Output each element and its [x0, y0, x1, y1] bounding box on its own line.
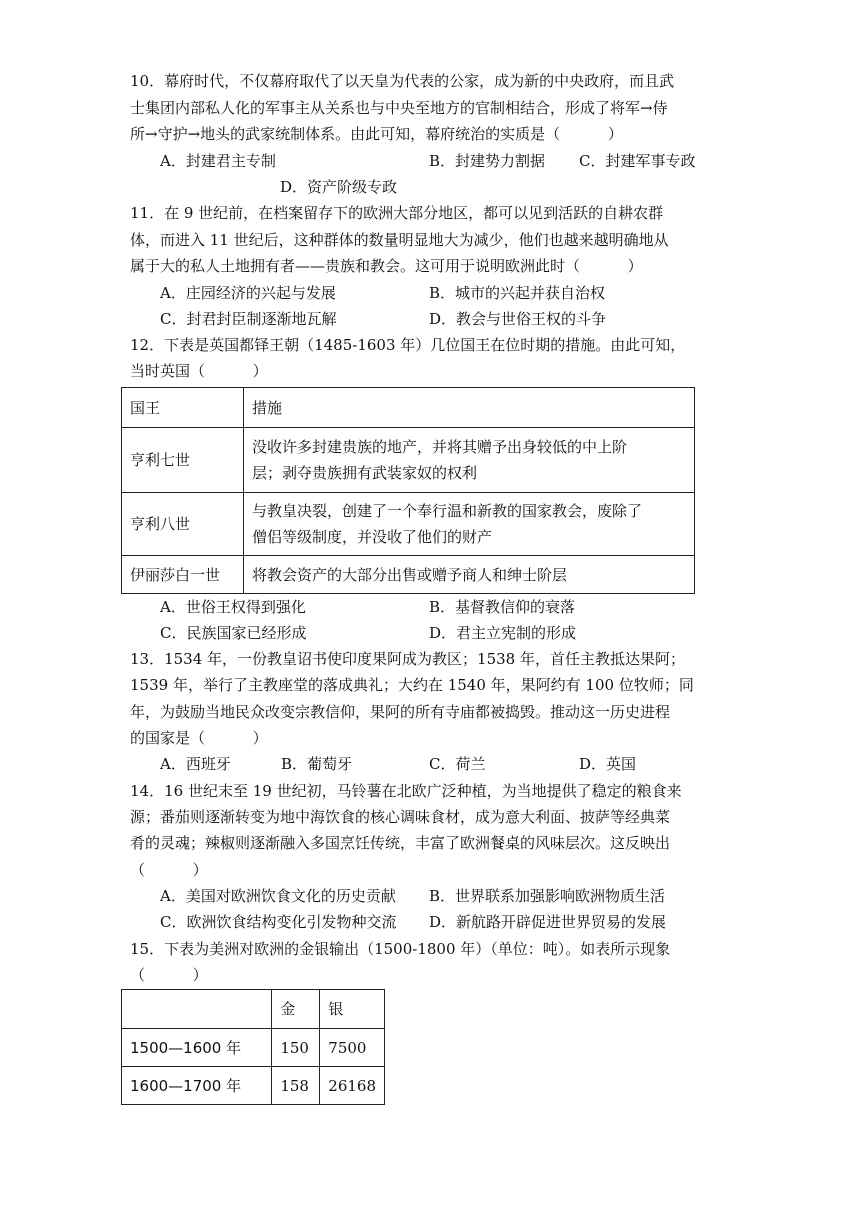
q13-line-1: 13．1534 年，一份教皇诏书使印度果阿成为教区；1538 年，首任主教抵达果阿； — [130, 650, 685, 668]
q14-line-2: 源；番茄则逐渐转变为地中海饮食的核心调味食材，成为意大利面、披萨等经典菜 — [130, 808, 671, 826]
q12-king-cell: 亨利八世 — [122, 493, 244, 556]
q15-line-1: 15．下表为美洲对欧洲的金银输出（1500-1800 年）（单位：吨）。如表所示现象 — [130, 940, 671, 958]
q15-gold-cell: 158 — [272, 1067, 320, 1105]
q12-option-a: A．世俗王权得到强化 — [160, 598, 306, 616]
q14-option-c: C．欧洲饮食结构变化引发物种交流 — [160, 913, 397, 931]
q12-line-1: 12．下表是英国都铎王朝（1485-1603 年）几位国王在位时期的措施。由此可知， — [130, 336, 686, 354]
q12-table — [121, 387, 695, 594]
table-row — [122, 1029, 385, 1067]
q11-option-d: D．教会与世俗王权的斗争 — [429, 310, 607, 328]
q15-period-cell: 1500—1600 年 — [122, 1029, 272, 1067]
q13-option-a: A．西班牙 — [160, 755, 231, 773]
q15-silver-cell: 7500 — [320, 1029, 385, 1067]
q13-option-c: C．荷兰 — [429, 755, 486, 773]
q10-line-3: 所→守护→地头的武家统制体系。由此可知，幕府统治的实质是（ ） — [130, 125, 623, 143]
table-row — [122, 556, 695, 594]
table-row — [122, 1067, 385, 1105]
q12-header-measure: 措施 — [244, 388, 695, 428]
q12-option-d: D．君主立宪制的形成 — [429, 624, 577, 642]
q14-option-d: D．新航路开辟促进世界贸易的发展 — [429, 913, 667, 931]
q12-option-b: B．基督教信仰的衰落 — [429, 598, 576, 616]
q12-king-cell: 亨利七世 — [122, 428, 244, 493]
q12-header-king: 国王 — [122, 388, 244, 428]
q10-option-d: D．资产阶级专政 — [280, 178, 398, 196]
q13-line-4: 的国家是（ ） — [130, 729, 268, 747]
q13-option-d: D．英国 — [579, 755, 637, 773]
q12-measure-line: 没收许多封建贵族的地产，并将其赠予出身较低的中上阶 — [252, 438, 628, 456]
q11-line-3: 属于大的私人土地拥有者——贵族和教会。这可用于说明欧洲此时（ ） — [130, 257, 643, 275]
q14-line-1: 14．16 世纪末至 19 世纪初，马铃薯在北欧广泛种植，为当地提供了稳定的粮食来 — [130, 782, 682, 800]
q12-measure-line: 与教皇决裂，创建了一个奉行温和新教的国家教会，废除了 — [252, 502, 643, 520]
q15-header-gold: 金 — [272, 990, 320, 1029]
q12-measure-cell — [244, 556, 695, 594]
table-row — [122, 428, 695, 493]
q10-line-1: 10．幕府时代，不仅幕府取代了以天皇为代表的公家，成为新的中央政府，而且武 — [130, 72, 675, 90]
q13-option-b: B．葡萄牙 — [281, 755, 353, 773]
q15-table-header-row — [122, 990, 385, 1029]
q14-line-3: 肴的灵魂；辣椒则逐渐融入多国烹饪传统，丰富了欧洲餐桌的风味层次。这反映出 — [130, 834, 671, 852]
q15-line-2: （ ） — [130, 966, 208, 984]
q11-line-2: 体，而进入 11 世纪后，这种群体的数量明显地大为减少，他们也越来越明确地从 — [130, 231, 669, 249]
q10-line-2: 士集团内部私人化的军事主从关系也与中央至地方的官制相结合，形成了将军→侍 — [130, 99, 668, 117]
q15-silver-cell: 26168 — [320, 1067, 385, 1105]
q14-line-4: （ ） — [130, 861, 208, 879]
table-row — [122, 493, 695, 556]
q10-option-a: A．封建君主专制 — [160, 152, 276, 170]
q13-line-3: 年，为鼓励当地民众改变宗教信仰，果阿的所有寺庙都被捣毁。推动这一历史进程 — [130, 703, 671, 721]
q12-option-c: C．民族国家已经形成 — [160, 624, 307, 642]
q12-measure-line: 层；剥夺贵族拥有武装家奴的权利 — [252, 464, 478, 482]
q12-measure-cell — [244, 493, 695, 556]
q11-option-c: C．封君封臣制逐渐地瓦解 — [160, 310, 337, 328]
q12-measure-cell — [244, 428, 695, 493]
q11-option-a: A．庄园经济的兴起与发展 — [160, 284, 336, 302]
q15-period-cell: 1600—1700 年 — [122, 1067, 272, 1105]
q14-option-a: A．美国对欧洲饮食文化的历史贡献 — [160, 887, 396, 905]
q12-line-2: 当时英国（ ） — [130, 362, 268, 380]
q15-header-silver: 银 — [320, 990, 385, 1029]
q12-table-header-row — [122, 388, 695, 428]
q14-option-b: B．世界联系加强影响欧洲物质生活 — [429, 887, 666, 905]
q12-king-cell: 伊丽莎白一世 — [122, 556, 244, 594]
q13-line-2: 1539 年，举行了主教座堂的落成典礼；大约在 1540 年，果阿约有 100 位牧师；同 — [130, 676, 694, 694]
q11-option-b: B．城市的兴起并获自治权 — [429, 284, 606, 302]
q15-table — [121, 989, 385, 1105]
q10-option-c: C．封建军事专政 — [579, 152, 696, 170]
q15-gold-cell: 150 — [272, 1029, 320, 1067]
q15-header-period — [122, 990, 272, 1029]
q11-line-1: 11．在 9 世纪前，在档案留存下的欧洲大部分地区，都可以见到活跃的自耕农群 — [130, 204, 664, 222]
q12-measure-line: 僧侣等级制度，并没收了他们的财产 — [252, 528, 493, 546]
q12-measure-line: 将教会资产的大部分出售或赠予商人和绅士阶层 — [252, 565, 568, 584]
q10-option-b: B．封建势力割据 — [429, 152, 546, 170]
